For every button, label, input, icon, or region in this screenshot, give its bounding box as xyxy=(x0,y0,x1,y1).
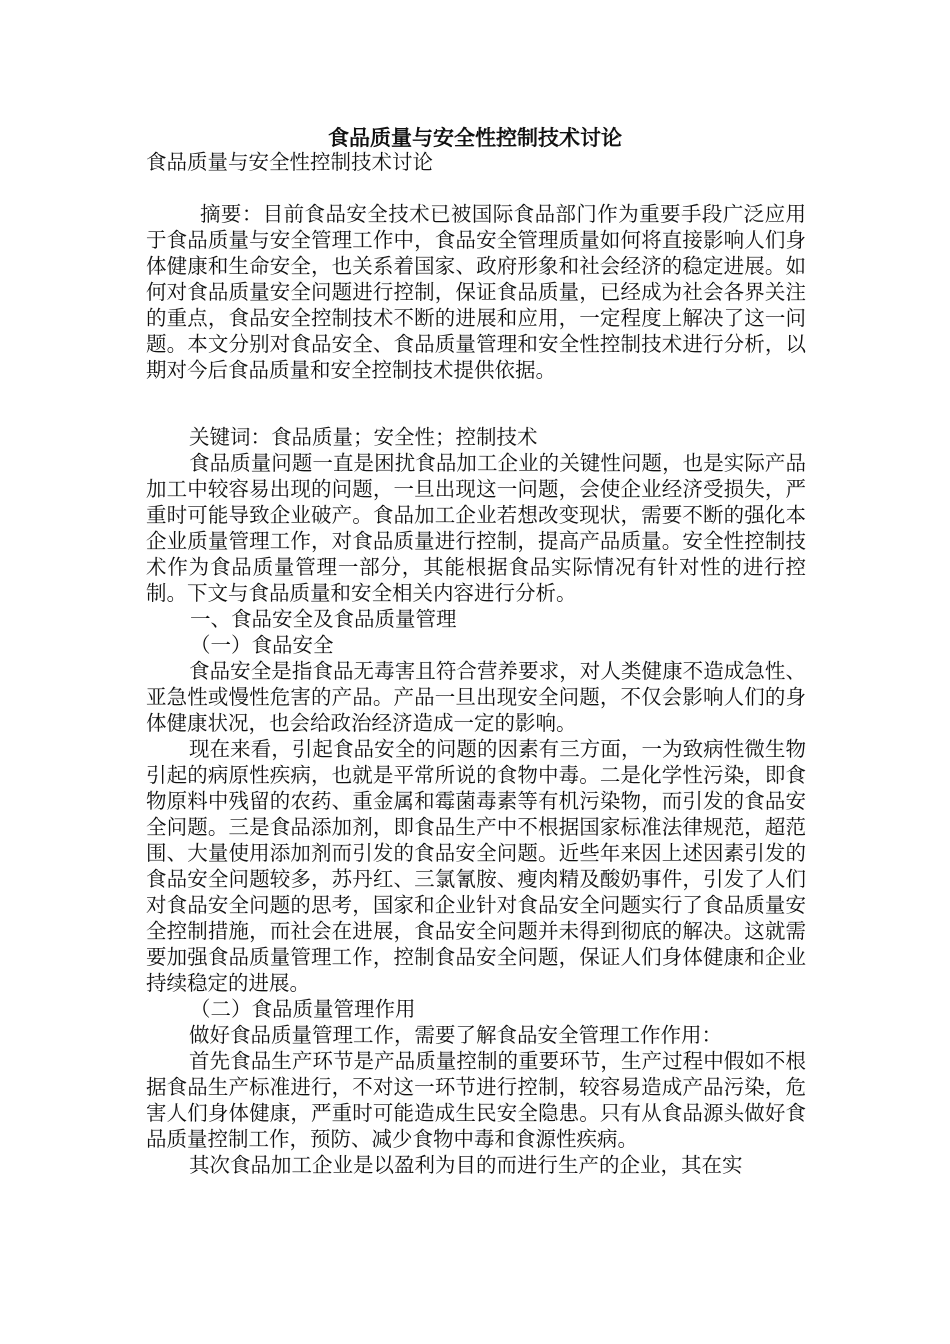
paragraph-food-safety-causes: 现在来看，引起食品安全的问题的因素有三方面，一为致病性微生物引起的病原性疾病，也就是平常所说的食物中毒。二是化学性污染，即食物原料中残留的农药、重金属和霉菌毒素等有机污染物，而引发的食品安全问题。三是食品添加剂，即食品生产中不根据国家标准法律规范，超范围、大量使用添加剂而引发的食品安全问题。近些年来因上述因素引发的食品安全问题较多，苏丹红、三氯氰胺、瘦肉精及酸奶事件，引发了人们对食品安全问题的思考，国家和企业针对食品安全问题实行了食品质量安全控制措施，而社会在进展，食品安全问题并未得到彻底的解决。这就需要加强食品质量管理工作，控制食品安全问题，保证人们身体健康和企业持续稳定的进展。 xyxy=(146,737,806,995)
intro-paragraph: 食品质量问题一直是困扰食品加工企业的关键性问题，也是实际产品加工中较容易出现的问题，一旦出现这一问题，会使企业经济受损失，严重时可能导致企业破产。食品加工企业若想改变现状，需要不断的强化本企业质量管理工作，对食品质量进行控制，提高产品质量。安全性控制技术作为食品质量管理一部分，其能根据食品实际情况有针对性的进行控制。下文与食品质量和安全相关内容进行分析。 xyxy=(146,451,806,605)
abstract-paragraph: 摘要：目前食品安全技术已被国际食品部门作为重要手段广泛应用于食品质量与安全管理工作中，食品安全管理质量如何将直接影响人们身体健康和生命安全，也关系着国家、政府形象和社会经济的稳定进展。如何对食品质量安全问题进行控制，保证食品质量，已经成为社会各界关注的重点，食品安全控制技术不断的进展和应用，一定程度上解决了这一问题。本文分别对食品安全、食品质量管理和安全性控制技术进行分析，以期对今后食品质量和安全控制技术提供依据。 xyxy=(146,202,806,382)
section-heading-1: 一、食品安全及食品质量管理 xyxy=(190,607,457,631)
paragraph-production-control: 首先食品生产环节是产品质量控制的重要环节，生产过程中假如不根据食品生产标准进行，不对这一环节进行控制，较容易造成产品污染，危害人们身体健康，严重时可能造成生民安全隐患。只有从食品源头做好食品质量控制工作，预防、减少食物中毒和食源性疾病。 xyxy=(146,1049,806,1151)
subsection-heading-1: （一）食品安全 xyxy=(190,633,334,657)
keywords-line: 关键词：食品质量；安全性；控制技术 xyxy=(189,425,538,449)
document-title: 食品质量与安全性控制技术讨论 xyxy=(328,125,622,150)
paragraph-enterprise-profit: 其次食品加工企业是以盈利为目的而进行生产的企业，其在实 xyxy=(189,1153,743,1177)
subsection-heading-2: （二）食品质量管理作用 xyxy=(190,997,416,1021)
paragraph-management-intro: 做好食品质量管理工作，需要了解食品安全管理工作作用： xyxy=(189,1023,722,1047)
document-subtitle: 食品质量与安全性控制技术讨论 xyxy=(146,150,433,174)
body-text xyxy=(146,424,806,1178)
paragraph-food-safety-definition: 食品安全是指食品无毒害且符合营养要求，对人类健康不造成急性、亚急性或慢性危害的产品。产品一旦出现安全问题，不仅会影响人们的身体健康状况，也会给政治经济造成一定的影响。 xyxy=(146,659,806,735)
